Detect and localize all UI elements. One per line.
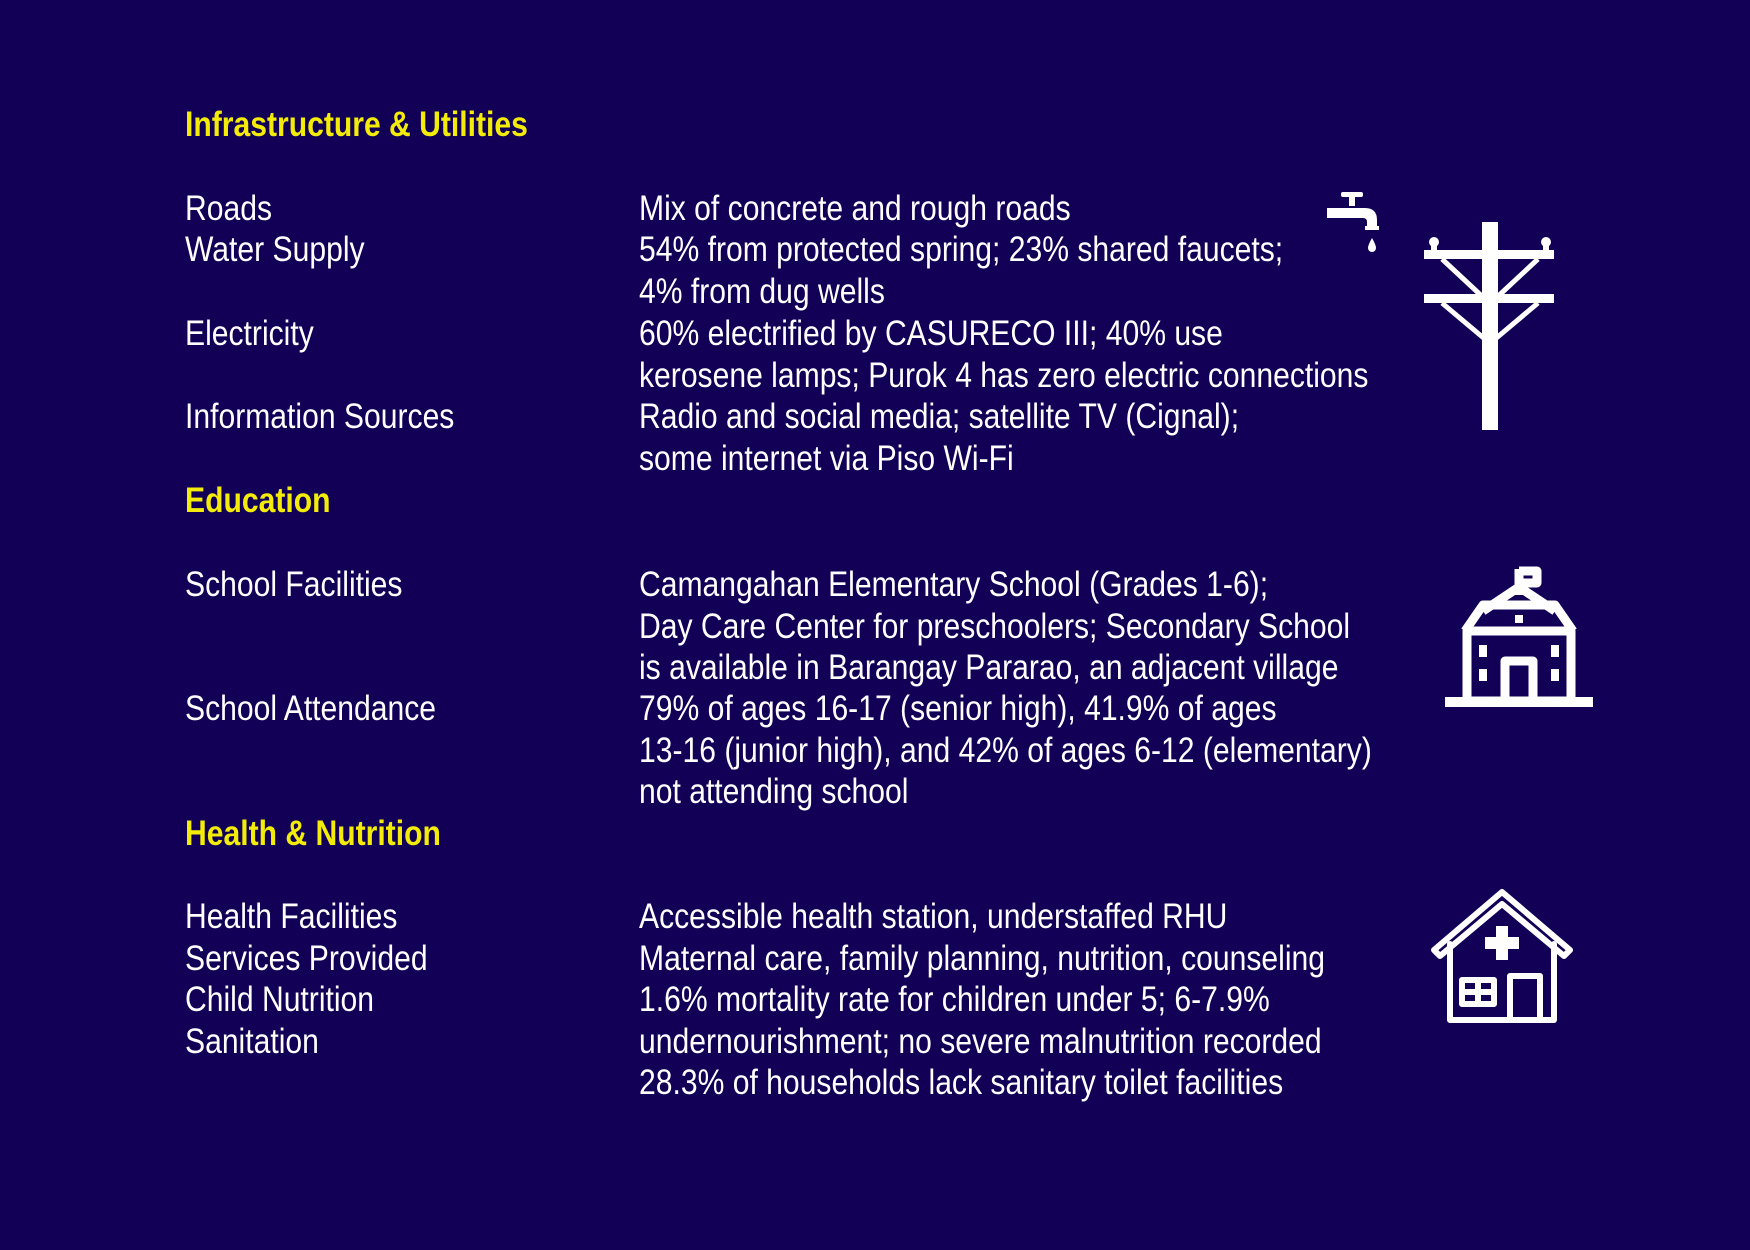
- section-heading-health: Health & Nutrition: [185, 814, 441, 853]
- school-building-icon: [1445, 565, 1593, 713]
- value-line: 28.3% of households lack sanitary toilet facilities: [639, 1063, 1284, 1103]
- faucet-icon: [1325, 190, 1391, 266]
- value-line: 13-16 (junior high), and 42% of ages 6-12 (elementary): [639, 730, 1372, 770]
- health-center-icon: [1428, 888, 1576, 1024]
- health-labels: [185, 896, 467, 1062]
- value-line: 1.6% mortality rate for children under 5; 6-7.9%: [639, 980, 1270, 1020]
- value-line: Camangahan Elementary School (Grades 1-6);: [639, 565, 1269, 604]
- section-heading-education: Education: [185, 481, 331, 520]
- value-line: some internet via Piso Wi-Fi: [639, 438, 1014, 478]
- label-health-facilities: Health Facilities: [185, 897, 398, 936]
- value-line: Maternal care, family planning, nutrition, counseling: [639, 938, 1325, 978]
- label-sanitation: Sanitation: [185, 1021, 319, 1061]
- value-line: is available in Barangay Pararao, an adjacent village: [639, 648, 1339, 688]
- value-information-sources: [639, 396, 1479, 479]
- value-line: 79% of ages 16-17 (senior high), 41.9% of ages: [639, 689, 1277, 728]
- value-school-facilities: [639, 564, 1479, 689]
- value-line: 4% from dug wells: [639, 271, 885, 311]
- section-heading-infrastructure: Infrastructure & Utilities: [185, 105, 528, 144]
- value-line: Day Care Center for preschoolers; Secondary School: [639, 606, 1351, 646]
- value-electricity: [639, 313, 1479, 396]
- value-school-attendance: [639, 688, 1479, 813]
- label-school-attendance: School Attendance: [185, 689, 437, 728]
- label-information-sources: Information Sources: [185, 397, 455, 436]
- label-services-provided: Services Provided: [185, 938, 428, 978]
- label-water-supply: Water Supply: [185, 230, 365, 269]
- value-line: 60% electrified by CASURECO III; 40% use: [639, 314, 1223, 353]
- label-electricity: Electricity: [185, 314, 314, 353]
- value-line: kerosene lamps; Purok 4 has zero electric connections: [639, 355, 1369, 395]
- value-health: [639, 896, 1479, 1104]
- value-line: undernourishment; no severe malnutrition recorded: [639, 1021, 1322, 1061]
- label-roads: Roads: [185, 189, 273, 228]
- label-child-nutrition: Child Nutrition: [185, 980, 375, 1020]
- value-line: not attending school: [639, 772, 909, 812]
- value-line: Radio and social media; satellite TV (Cignal);: [639, 397, 1240, 436]
- utility-pole-icon: [1424, 222, 1556, 432]
- value-line: Mix of concrete and rough roads: [639, 189, 1071, 228]
- label-school-facilities: School Facilities: [185, 565, 403, 604]
- value-line: Accessible health station, understaffed RHU: [639, 897, 1228, 936]
- value-line: 54% from protected spring; 23% shared faucets;: [639, 230, 1284, 269]
